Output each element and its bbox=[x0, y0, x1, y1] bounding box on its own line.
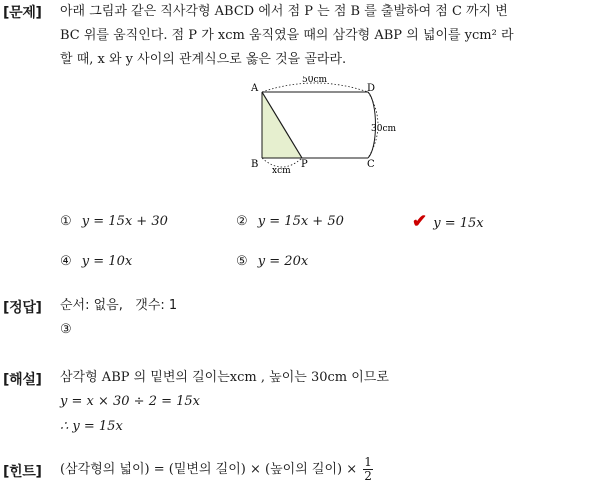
hint-label: [힌트] bbox=[3, 464, 42, 480]
bottom-length-label: xcm bbox=[272, 166, 291, 176]
choice-4-number: ④ bbox=[60, 254, 72, 269]
hint-text: (삼각형의 넓이) = (밑변의 길이) × (높이의 길이) × bbox=[60, 462, 358, 477]
explanation-line-1: 삼각형 ABP 의 밑변의 길이는xcm , 높이는 30cm 이므로 bbox=[60, 370, 389, 385]
answer-line-2: ③ bbox=[60, 322, 72, 337]
choice-2-number: ② bbox=[236, 214, 248, 229]
choice-5-number: ⑤ bbox=[236, 254, 248, 269]
problem-line-1: 아래 그림과 같은 직사각형 ABCD 에서 점 P 는 점 B 를 출발하여 점 C 까지 변 bbox=[60, 4, 508, 19]
choice-3-expression: y = 15x bbox=[433, 216, 484, 231]
problem-line-2: BC 위를 움직인다. 점 P 가 xcm 움직였을 때의 삼각형 ABP 의 넓이를 ycm² 라 bbox=[60, 28, 514, 43]
choice-2[interactable] bbox=[236, 214, 344, 229]
explanation-line-3: ∴ y = 15x bbox=[60, 419, 123, 434]
top-length-label: 50cm bbox=[302, 76, 328, 85]
choice-5[interactable] bbox=[236, 254, 308, 269]
rectangle-figure bbox=[250, 76, 400, 176]
choice-1[interactable] bbox=[60, 214, 168, 229]
checkmark-icon: ✔ bbox=[412, 211, 428, 232]
hint-formula bbox=[60, 456, 373, 483]
problem-line-3: 할 때, x 와 y 사이의 관계식으로 옳은 것을 골라라. bbox=[60, 52, 347, 67]
fraction-denominator: 2 bbox=[364, 469, 372, 483]
choice-1-number: ① bbox=[60, 214, 72, 229]
answer-line-1: 순서: 없음, 갯수: 1 bbox=[60, 298, 178, 313]
answer-label: [정답] bbox=[3, 300, 42, 316]
choice-2-expression: y = 15x + 50 bbox=[257, 214, 344, 229]
explanation-line-2: y = x × 30 ÷ 2 = 15x bbox=[60, 394, 200, 409]
fraction-numerator: 1 bbox=[364, 455, 372, 469]
vertex-a-label: A bbox=[251, 83, 259, 94]
vertex-b-label: B bbox=[251, 159, 259, 170]
right-length-label: 30cm bbox=[371, 124, 397, 134]
choice-4[interactable] bbox=[60, 254, 132, 269]
vertex-p-label: P bbox=[301, 159, 308, 170]
vertex-d-label: D bbox=[367, 83, 376, 94]
choice-3[interactable] bbox=[412, 211, 484, 232]
choice-5-expression: y = 20x bbox=[257, 254, 309, 269]
one-half-fraction bbox=[363, 456, 373, 483]
problem-label: [문제] bbox=[3, 5, 42, 21]
choice-4-expression: y = 10x bbox=[81, 254, 133, 269]
vertex-c-label: C bbox=[367, 159, 375, 170]
choice-1-expression: y = 15x + 30 bbox=[81, 214, 168, 229]
explanation-label: [해설] bbox=[3, 372, 42, 388]
